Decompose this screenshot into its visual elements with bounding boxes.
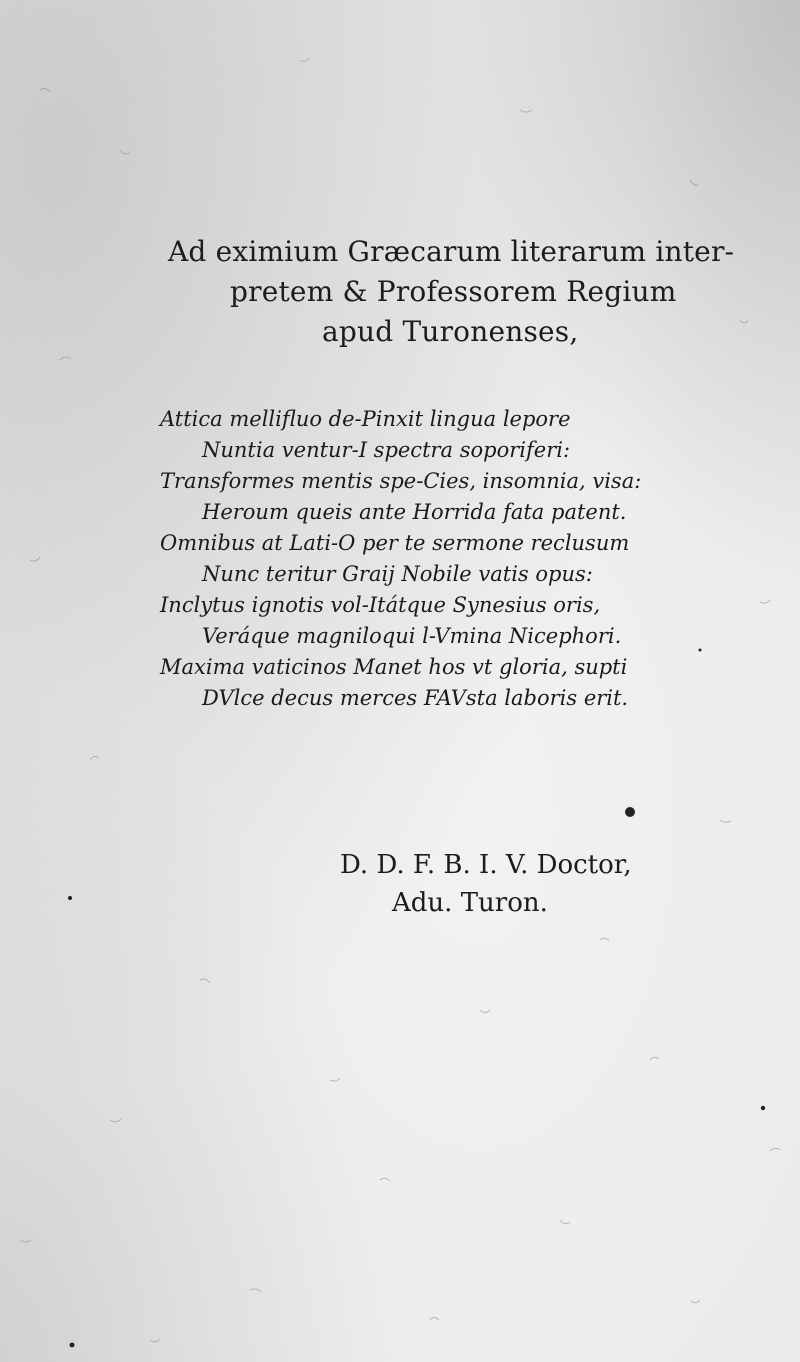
signature-line-2: Adu. Turon. bbox=[392, 888, 548, 918]
poem-line-4: Heroum queis ante Horrida fata patent. bbox=[202, 500, 627, 524]
poem-line-10: DVlce decus merces FAVsta laboris erit. bbox=[202, 686, 629, 710]
poem-line-3: Transformes mentis spe-Cies, insomnia, visa: bbox=[160, 469, 642, 493]
poem-line-9: Maxima vaticinos Manet hos vt gloria, supti bbox=[160, 655, 628, 679]
poem-line-8: Veráque magniloqui l-Vmina Nicephori. bbox=[202, 624, 622, 648]
heading-line-1: Ad eximium Græcarum literarum inter- bbox=[168, 235, 735, 268]
poem bbox=[160, 404, 790, 714]
poem-line-7: Inclytus ignotis vol-Itátque Synesius oris, bbox=[160, 593, 601, 617]
signature-line-1: D. D. F. B. I. V. Doctor, bbox=[340, 850, 632, 880]
poem-line-1: Attica mellifluo de-Pinxit lingua lepore bbox=[160, 407, 571, 431]
poem-line-6: Nunc teritur Graij Nobile vatis opus: bbox=[202, 562, 593, 586]
heading-line-2: pretem & Professorem Regium bbox=[230, 275, 677, 308]
dedication-heading bbox=[150, 232, 750, 352]
poem-line-5: Omnibus at Lati-O per te sermone reclusum bbox=[160, 531, 630, 555]
heading-line-3: apud Turonenses, bbox=[322, 315, 579, 348]
signature-block bbox=[340, 846, 760, 922]
poem-line-2: Nuntia ventur-I spectra soporiferi: bbox=[202, 438, 571, 462]
